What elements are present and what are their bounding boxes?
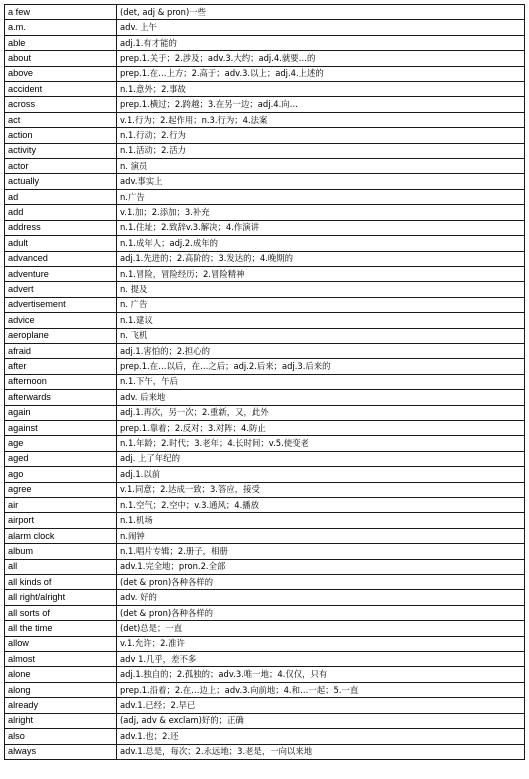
table-row xyxy=(5,559,525,574)
table-row xyxy=(5,420,525,435)
word-cell: alarm clock xyxy=(5,528,117,543)
table-row xyxy=(5,390,525,405)
word-cell: age xyxy=(5,436,117,451)
table-row xyxy=(5,713,525,728)
definition-cell: adj. 上了年纪的 xyxy=(117,451,525,466)
definition-cell: adv 1.几乎，差不多 xyxy=(117,652,525,667)
definition-cell: n. 广告 xyxy=(117,297,525,312)
definition-cell: n.1.冒险，冒险经历；2.冒险精神 xyxy=(117,266,525,281)
definition-cell: adv. 好的 xyxy=(117,590,525,605)
word-cell: actually xyxy=(5,174,117,189)
word-cell: ago xyxy=(5,467,117,482)
definition-cell: adj.1.有才能的 xyxy=(117,35,525,50)
table-row xyxy=(5,159,525,174)
table-row xyxy=(5,313,525,328)
definition-cell: prep.1.沿着；2.在…边上；adv.3.向前地；4.和…一起；5.一直 xyxy=(117,682,525,697)
definition-cell: n. 提及 xyxy=(117,282,525,297)
table-row xyxy=(5,82,525,97)
word-cell: advertisement xyxy=(5,297,117,312)
word-cell: adult xyxy=(5,236,117,251)
word-cell: aged xyxy=(5,451,117,466)
word-cell: advice xyxy=(5,313,117,328)
table-row xyxy=(5,698,525,713)
word-cell: above xyxy=(5,66,117,81)
word-cell: able xyxy=(5,35,117,50)
word-cell: advert xyxy=(5,282,117,297)
word-cell: a.m. xyxy=(5,20,117,35)
word-cell: activity xyxy=(5,143,117,158)
word-cell: always xyxy=(5,744,117,759)
definition-cell: n. 演员 xyxy=(117,159,525,174)
word-cell: air xyxy=(5,498,117,513)
word-cell: about xyxy=(5,51,117,66)
definition-cell: adv.1.也；2.还 xyxy=(117,729,525,744)
table-row xyxy=(5,374,525,389)
table-row xyxy=(5,143,525,158)
table-row xyxy=(5,97,525,112)
table-row xyxy=(5,205,525,220)
word-cell: ad xyxy=(5,189,117,204)
table-row xyxy=(5,621,525,636)
definition-cell: n.广告 xyxy=(117,189,525,204)
word-cell: accident xyxy=(5,82,117,97)
table-row xyxy=(5,189,525,204)
word-cell: address xyxy=(5,220,117,235)
definition-cell: prep.1.在…上方；2.高于；adv.3.以上；adj.4.上述的 xyxy=(117,66,525,81)
definition-cell: v.1.允许；2.准许 xyxy=(117,636,525,651)
table-row xyxy=(5,467,525,482)
vocabulary-table xyxy=(4,4,525,760)
definition-cell: n.1.行动；2.行为 xyxy=(117,128,525,143)
definition-cell: adv.1.完全地；pron.2.全部 xyxy=(117,559,525,574)
word-cell: aeroplane xyxy=(5,328,117,343)
table-row xyxy=(5,297,525,312)
definition-cell: adj.1.再次，另一次；2.重新，又，此外 xyxy=(117,405,525,420)
table-row xyxy=(5,482,525,497)
word-cell: all the time xyxy=(5,621,117,636)
word-cell: actor xyxy=(5,159,117,174)
table-row xyxy=(5,236,525,251)
table-row xyxy=(5,682,525,697)
word-cell: all kinds of xyxy=(5,575,117,590)
definition-cell: adv.1.已经；2.早已 xyxy=(117,698,525,713)
table-row xyxy=(5,328,525,343)
table-row xyxy=(5,266,525,281)
table-row xyxy=(5,652,525,667)
definition-cell: adv.1.总是，每次；2.永远地；3.老是，一向以来地 xyxy=(117,744,525,759)
table-row xyxy=(5,282,525,297)
word-cell: all xyxy=(5,559,117,574)
table-row xyxy=(5,66,525,81)
table-row xyxy=(5,35,525,50)
word-cell: across xyxy=(5,97,117,112)
word-cell: afternoon xyxy=(5,374,117,389)
definition-cell: v.1.同意；2.达成一致；3.答应，接受 xyxy=(117,482,525,497)
table-row xyxy=(5,451,525,466)
definition-cell: prep.1.关于；2.涉及；adv.3.大约；adj.4.就要…的 xyxy=(117,51,525,66)
table-row xyxy=(5,436,525,451)
table-row xyxy=(5,544,525,559)
definition-cell: prep.1.在…以后，在…之后；adj.2.后来；adj.3.后来的 xyxy=(117,359,525,374)
word-cell: add xyxy=(5,205,117,220)
definition-cell: adj.1.害怕的；2.担心的 xyxy=(117,343,525,358)
definition-cell: n. 飞机 xyxy=(117,328,525,343)
word-cell: almost xyxy=(5,652,117,667)
word-cell: act xyxy=(5,112,117,127)
word-cell: along xyxy=(5,682,117,697)
word-cell: adventure xyxy=(5,266,117,281)
word-cell: afraid xyxy=(5,343,117,358)
table-row xyxy=(5,128,525,143)
definition-cell: n.1.意外；2.事故 xyxy=(117,82,525,97)
definition-cell: n.闹钟 xyxy=(117,528,525,543)
table-row xyxy=(5,20,525,35)
word-cell: advanced xyxy=(5,251,117,266)
table-row xyxy=(5,744,525,759)
table-row xyxy=(5,251,525,266)
table-row xyxy=(5,359,525,374)
definition-cell: n.1.建议 xyxy=(117,313,525,328)
table-row xyxy=(5,605,525,620)
definition-cell: (adj, adv & exclam)好的；正确 xyxy=(117,713,525,728)
definition-cell: n.1.年龄；2.时代；3.老年；4.长时间；v.5.使变老 xyxy=(117,436,525,451)
table-row xyxy=(5,636,525,651)
table-row xyxy=(5,498,525,513)
definition-cell: (det)总是；一直 xyxy=(117,621,525,636)
word-cell: alone xyxy=(5,667,117,682)
definition-cell: n.1.唱片专辑；2.册子，相册 xyxy=(117,544,525,559)
definition-cell: adj.1.独自的；2.孤独的；adv.3.唯一地；4.仅仅，只有 xyxy=(117,667,525,682)
word-cell: all right/alright xyxy=(5,590,117,605)
table-row xyxy=(5,575,525,590)
word-cell: after xyxy=(5,359,117,374)
word-cell: agree xyxy=(5,482,117,497)
word-cell: a few xyxy=(5,5,117,20)
definition-cell: prep.1.靠着；2.反对；3.对阵；4.防止 xyxy=(117,420,525,435)
word-cell: also xyxy=(5,729,117,744)
table-row xyxy=(5,513,525,528)
definition-cell: n.1.活动；2.活力 xyxy=(117,143,525,158)
word-cell: against xyxy=(5,420,117,435)
table-row xyxy=(5,405,525,420)
word-cell: already xyxy=(5,698,117,713)
table-row xyxy=(5,667,525,682)
definition-cell: n.1.机场 xyxy=(117,513,525,528)
table-row xyxy=(5,220,525,235)
definition-cell: (det & pron)各种各样的 xyxy=(117,605,525,620)
definition-cell: adv. 上午 xyxy=(117,20,525,35)
table-row xyxy=(5,343,525,358)
word-cell: afterwards xyxy=(5,390,117,405)
word-cell: action xyxy=(5,128,117,143)
vocabulary-table-body xyxy=(5,5,525,760)
table-row xyxy=(5,174,525,189)
definition-cell: adj.1.以前 xyxy=(117,467,525,482)
definition-cell: (det & pron)各种各样的 xyxy=(117,575,525,590)
definition-cell: n.1.成年人；adj.2.成年的 xyxy=(117,236,525,251)
table-row xyxy=(5,590,525,605)
table-row xyxy=(5,528,525,543)
definition-cell: v.1.加；2.添加；3.补充 xyxy=(117,205,525,220)
definition-cell: (det, adj & pron)一些 xyxy=(117,5,525,20)
word-cell: all sorts of xyxy=(5,605,117,620)
word-cell: album xyxy=(5,544,117,559)
table-row xyxy=(5,51,525,66)
definition-cell: adj.1.先进的；2.高阶的；3.发达的；4.晚期的 xyxy=(117,251,525,266)
table-row xyxy=(5,5,525,20)
definition-cell: adv.事实上 xyxy=(117,174,525,189)
table-row xyxy=(5,729,525,744)
word-cell: allow xyxy=(5,636,117,651)
word-cell: again xyxy=(5,405,117,420)
definition-cell: prep.1.横过；2.跨越；3.在另一边；adj.4.向… xyxy=(117,97,525,112)
definition-cell: n.1.下午，午后 xyxy=(117,374,525,389)
word-cell: alright xyxy=(5,713,117,728)
vocabulary-sheet xyxy=(4,4,524,760)
definition-cell: n.1.空气；2.空中；v.3.通风；4.播放 xyxy=(117,498,525,513)
definition-cell: n.1.住址；2.致辞v.3.解决；4.作演讲 xyxy=(117,220,525,235)
word-cell: airport xyxy=(5,513,117,528)
definition-cell: adv. 后来地 xyxy=(117,390,525,405)
table-row xyxy=(5,112,525,127)
definition-cell: v.1.行为；2.起作用；n.3.行为；4.法案 xyxy=(117,112,525,127)
